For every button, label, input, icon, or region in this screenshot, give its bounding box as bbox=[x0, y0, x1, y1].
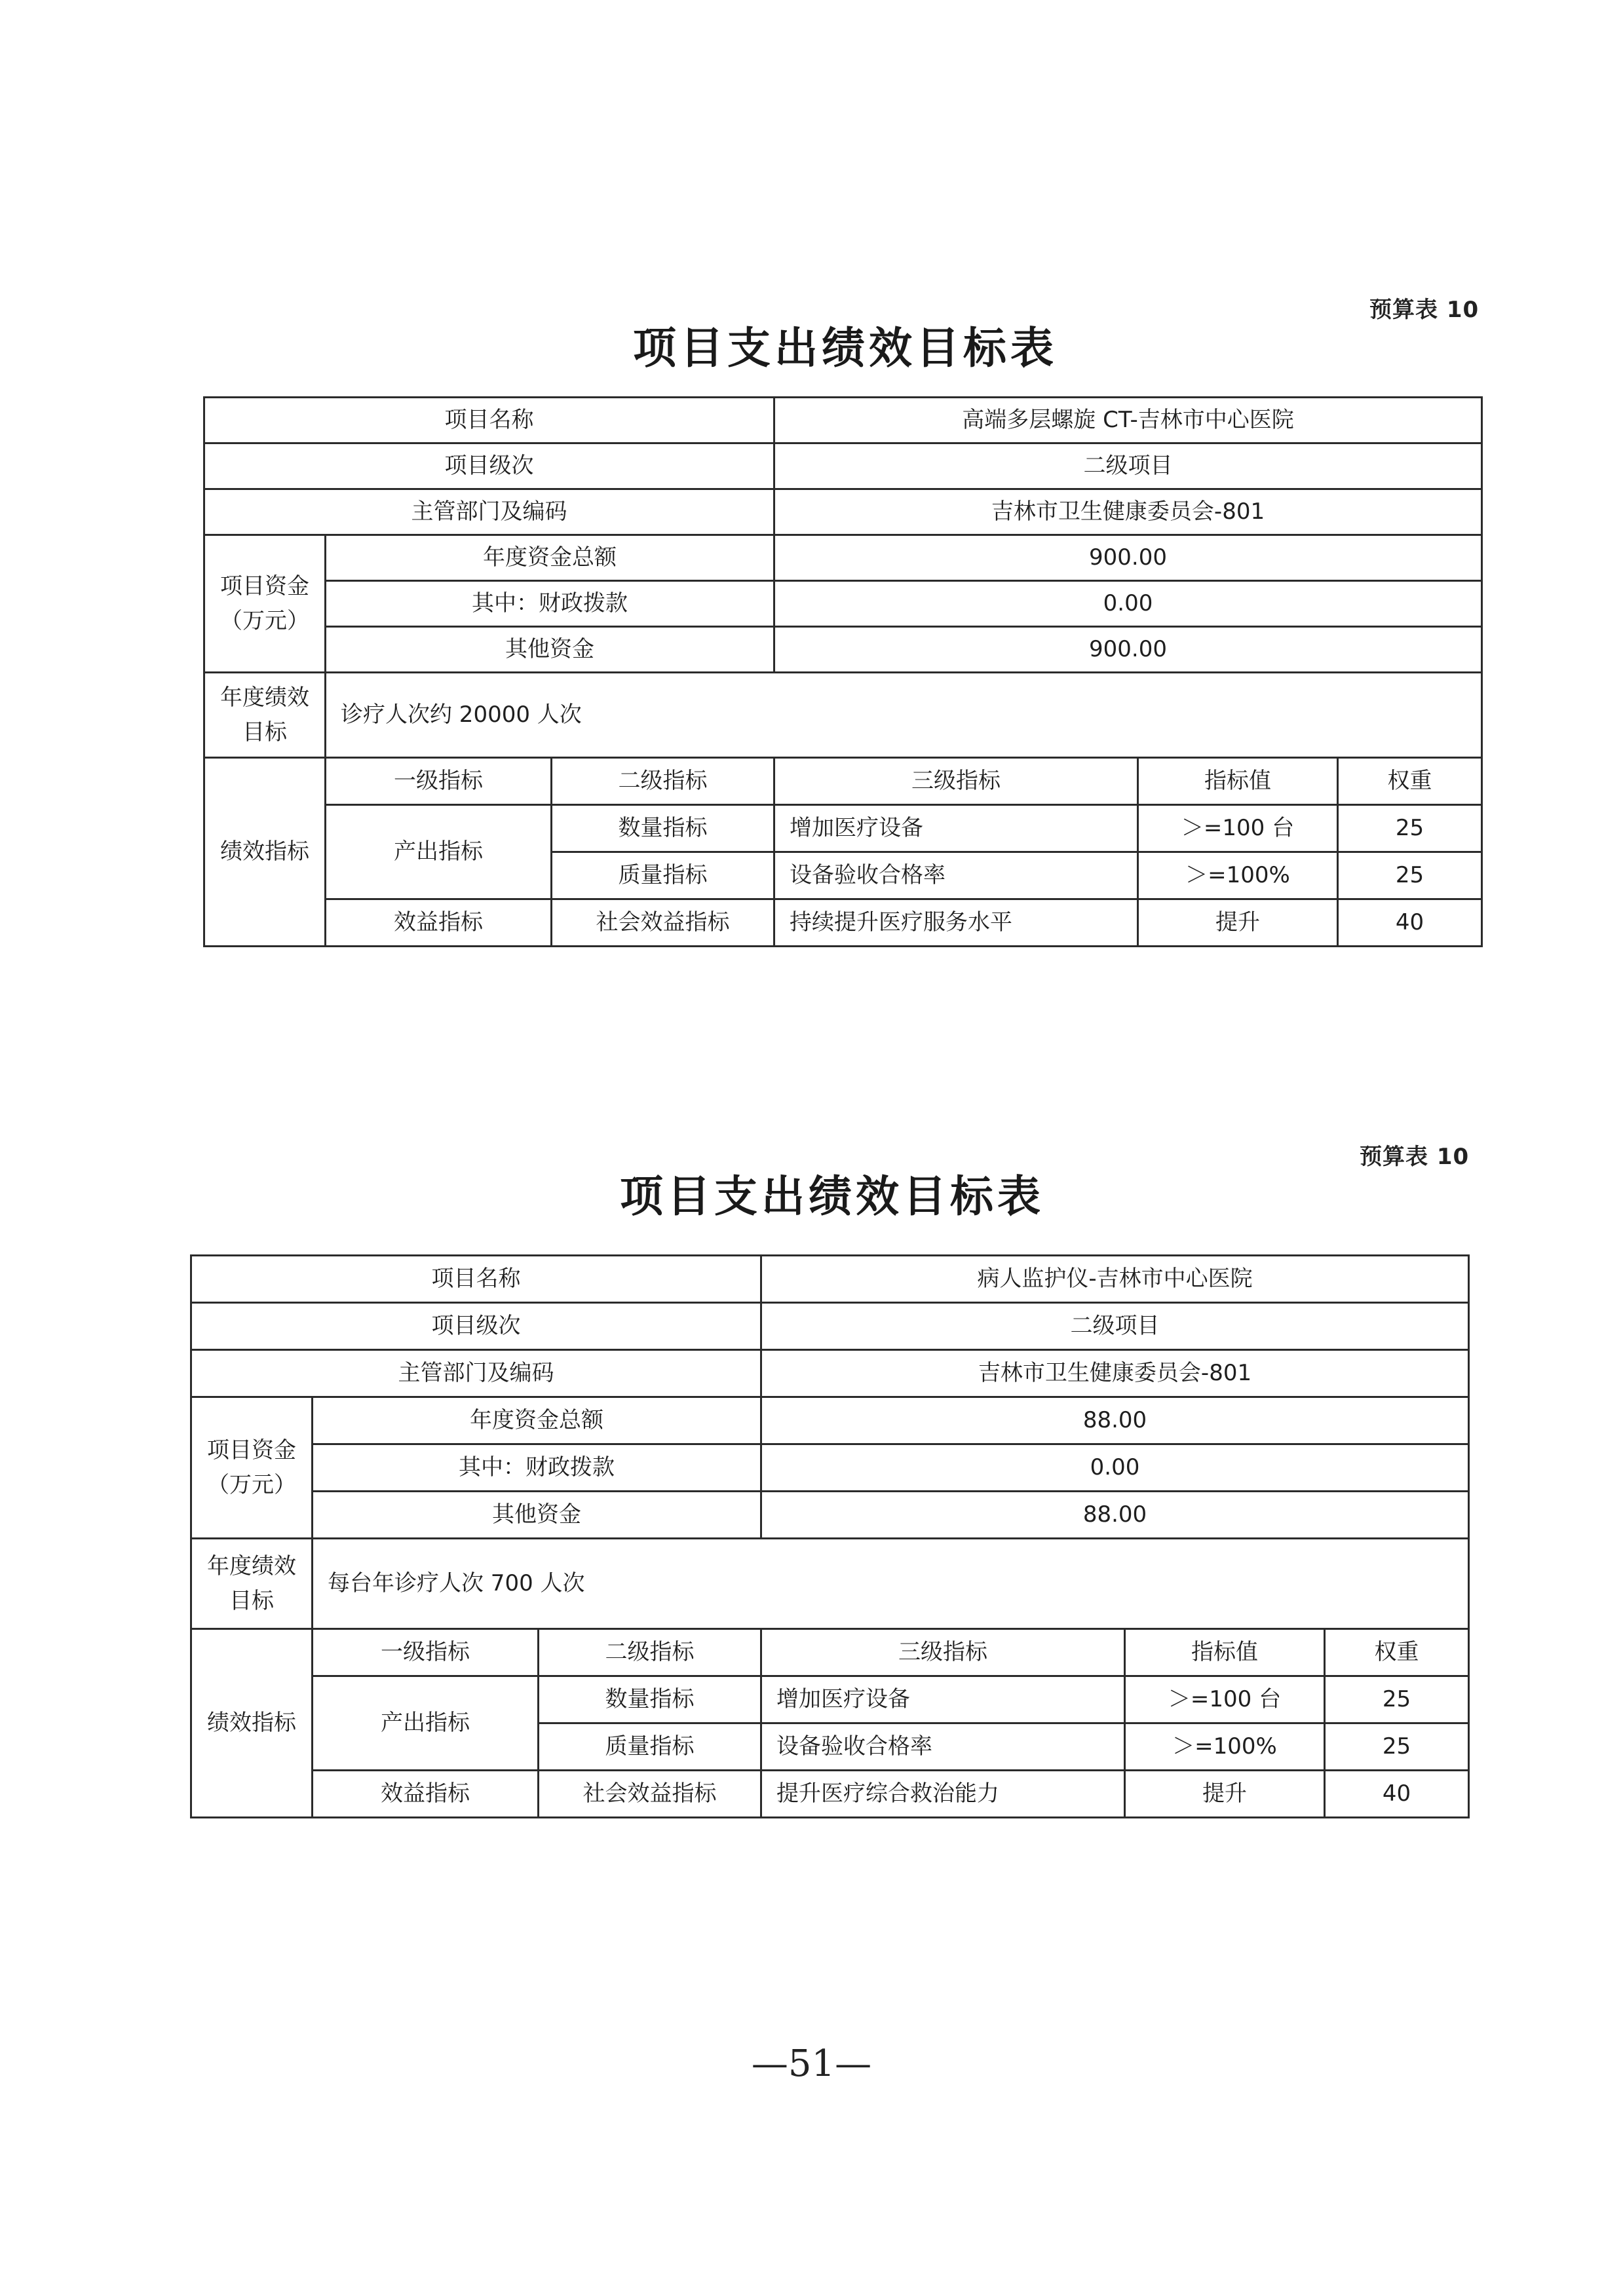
table-row bbox=[191, 1676, 1469, 1723]
annual-goal-label: 年度绩效目标 bbox=[204, 673, 326, 758]
project-level-value: 二级项目 bbox=[761, 1303, 1469, 1350]
project-level-label: 项目级次 bbox=[191, 1303, 761, 1350]
level2-cell: 数量指标 bbox=[552, 805, 774, 852]
weight-cell: 40 bbox=[1338, 899, 1482, 947]
annual-goal-value: 每台年诊疗人次 700 人次 bbox=[313, 1539, 1469, 1629]
project-level-value: 二级项目 bbox=[774, 443, 1482, 489]
value-cell: 提升 bbox=[1125, 1771, 1325, 1818]
performance-target-table bbox=[190, 1254, 1470, 1818]
other-funds-value: 900.00 bbox=[774, 627, 1482, 673]
other-funds-label: 其他资金 bbox=[313, 1492, 761, 1539]
level3-cell: 增加医疗设备 bbox=[774, 805, 1138, 852]
annual-total-label: 年度资金总额 bbox=[326, 535, 774, 581]
col-value: 指标值 bbox=[1138, 758, 1338, 805]
annual-total-label: 年度资金总额 bbox=[313, 1397, 761, 1444]
dept-code-value: 吉林市卫生健康委员会-801 bbox=[761, 1350, 1469, 1397]
fiscal-value: 0.00 bbox=[774, 581, 1482, 627]
table-row bbox=[191, 1771, 1469, 1818]
annual-goal-value: 诊疗人次约 20000 人次 bbox=[326, 673, 1482, 758]
col-weight: 权重 bbox=[1338, 758, 1482, 805]
project-name-label: 项目名称 bbox=[204, 398, 774, 443]
weight-cell: 25 bbox=[1338, 805, 1482, 852]
project-name-label: 项目名称 bbox=[191, 1256, 761, 1303]
indicators-label: 绩效指标 bbox=[204, 758, 326, 947]
value-cell: ＞=100% bbox=[1125, 1723, 1325, 1771]
col-level2: 二级指标 bbox=[552, 758, 774, 805]
fiscal-label: 其中：财政拨款 bbox=[326, 581, 774, 627]
value-cell: ＞=100 台 bbox=[1138, 805, 1338, 852]
level2-cell: 质量指标 bbox=[539, 1723, 761, 1771]
value-cell: ＞=100% bbox=[1138, 852, 1338, 899]
annual-goal-label: 年度绩效目标 bbox=[191, 1539, 313, 1629]
page-number: —51— bbox=[751, 2042, 872, 2085]
value-cell: ＞=100 台 bbox=[1125, 1676, 1325, 1723]
table-row bbox=[204, 805, 1482, 852]
project-funds-label: 项目资金（万元） bbox=[191, 1397, 313, 1539]
benefit-group: 效益指标 bbox=[313, 1771, 539, 1818]
value-cell: 提升 bbox=[1138, 899, 1338, 947]
level2-cell: 社会效益指标 bbox=[539, 1771, 761, 1818]
col-weight: 权重 bbox=[1325, 1629, 1469, 1676]
benefit-group: 效益指标 bbox=[326, 899, 552, 947]
weight-cell: 25 bbox=[1325, 1676, 1469, 1723]
performance-target-table bbox=[203, 396, 1483, 947]
output-group: 产出指标 bbox=[326, 805, 552, 899]
table-title: 项目支出绩效目标表 bbox=[620, 1171, 1044, 1222]
col-level1: 一级指标 bbox=[313, 1629, 539, 1676]
project-name-value: 高端多层螺旋 CT-吉林市中心医院 bbox=[774, 398, 1482, 443]
level2-cell: 质量指标 bbox=[552, 852, 774, 899]
col-value: 指标值 bbox=[1125, 1629, 1325, 1676]
output-group: 产出指标 bbox=[313, 1676, 539, 1771]
col-level1: 一级指标 bbox=[326, 758, 552, 805]
annual-total-value: 900.00 bbox=[774, 535, 1482, 581]
col-level3: 三级指标 bbox=[761, 1629, 1125, 1676]
level3-cell: 设备验收合格率 bbox=[761, 1723, 1125, 1771]
weight-cell: 40 bbox=[1325, 1771, 1469, 1818]
level2-cell: 社会效益指标 bbox=[552, 899, 774, 947]
table-row bbox=[204, 899, 1482, 947]
form-number: 预算表 10 bbox=[1369, 297, 1480, 323]
weight-cell: 25 bbox=[1338, 852, 1482, 899]
dept-code-value: 吉林市卫生健康委员会-801 bbox=[774, 489, 1482, 535]
other-funds-value: 88.00 bbox=[761, 1492, 1469, 1539]
level3-cell: 增加医疗设备 bbox=[761, 1676, 1125, 1723]
annual-total-value: 88.00 bbox=[761, 1397, 1469, 1444]
project-name-value: 病人监护仪-吉林市中心医院 bbox=[761, 1256, 1469, 1303]
level3-cell: 提升医疗综合救治能力 bbox=[761, 1771, 1125, 1818]
table-title: 项目支出绩效目标表 bbox=[633, 323, 1058, 373]
form-number: 预算表 10 bbox=[1360, 1144, 1470, 1170]
dept-code-label: 主管部门及编码 bbox=[204, 489, 774, 535]
level3-cell: 持续提升医疗服务水平 bbox=[774, 899, 1138, 947]
project-funds-label: 项目资金（万元） bbox=[204, 535, 326, 673]
fiscal-value: 0.00 bbox=[761, 1444, 1469, 1492]
project-level-label: 项目级次 bbox=[204, 443, 774, 489]
col-level3: 三级指标 bbox=[774, 758, 1138, 805]
indicators-label: 绩效指标 bbox=[191, 1629, 313, 1818]
level3-cell: 设备验收合格率 bbox=[774, 852, 1138, 899]
col-level2: 二级指标 bbox=[539, 1629, 761, 1676]
fiscal-label: 其中：财政拨款 bbox=[313, 1444, 761, 1492]
other-funds-label: 其他资金 bbox=[326, 627, 774, 673]
level2-cell: 数量指标 bbox=[539, 1676, 761, 1723]
weight-cell: 25 bbox=[1325, 1723, 1469, 1771]
dept-code-label: 主管部门及编码 bbox=[191, 1350, 761, 1397]
